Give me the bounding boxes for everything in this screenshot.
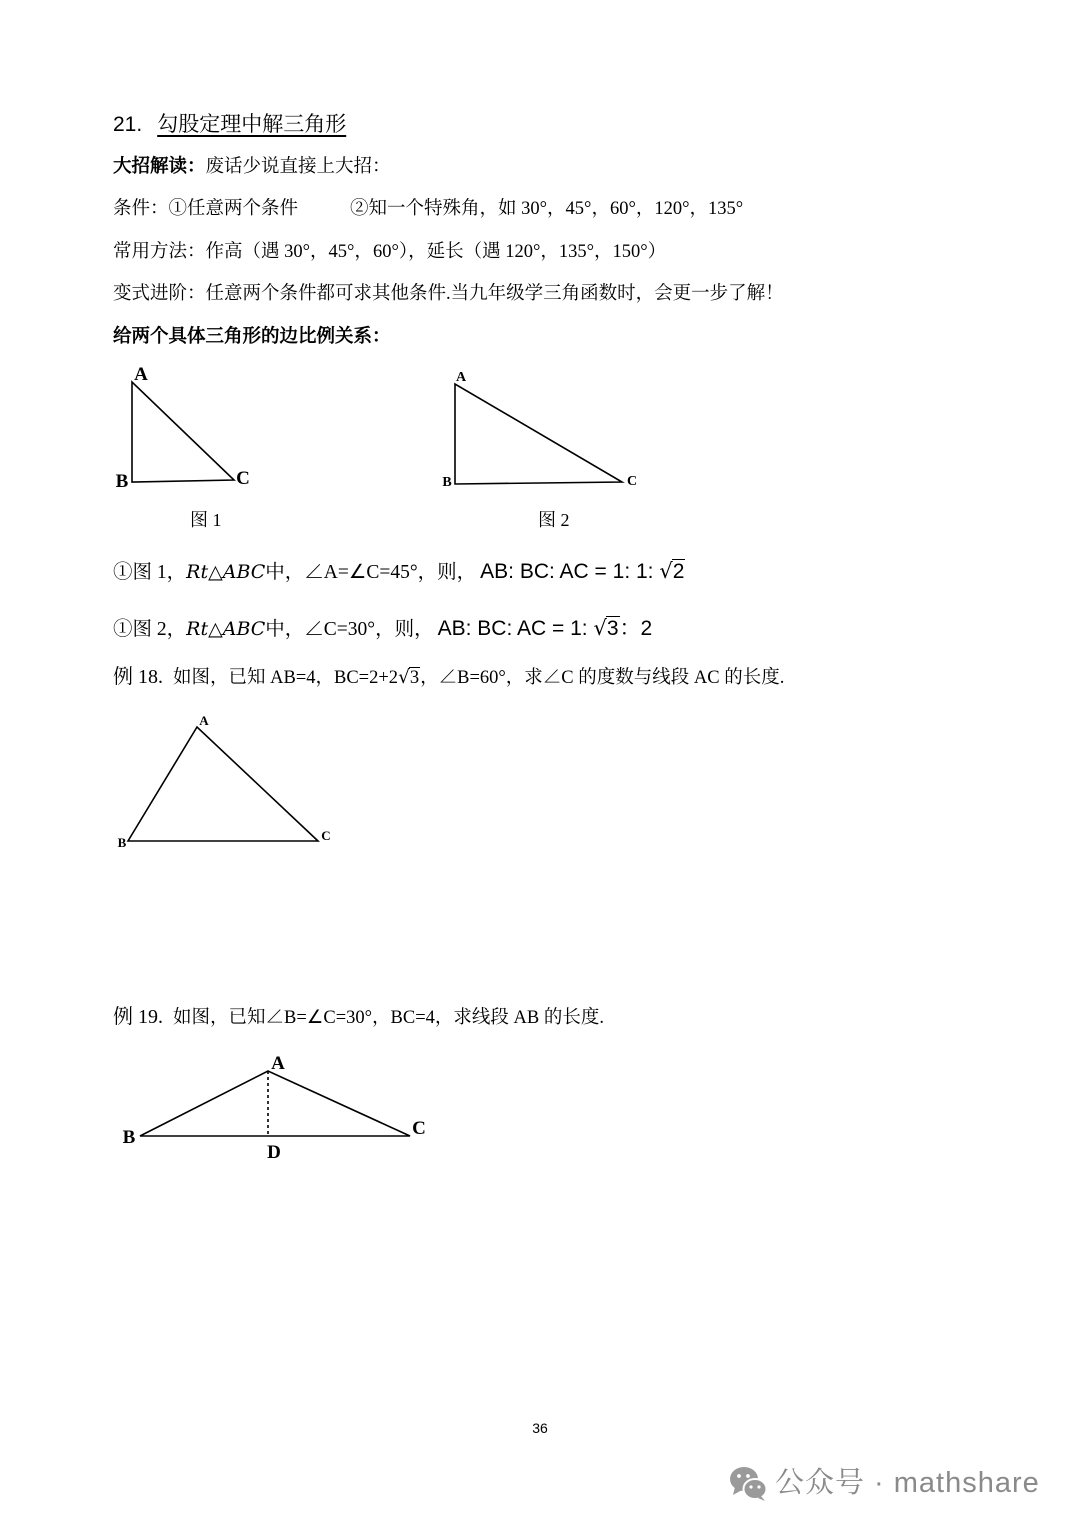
example-19-label: 例 19. bbox=[113, 1006, 163, 1028]
ratio-1-rt: Rt bbox=[186, 561, 209, 583]
variant-line bbox=[113, 282, 784, 306]
figure-1-label-b: B bbox=[115, 471, 129, 492]
example-19-label-c: C bbox=[412, 1118, 426, 1139]
methods-text: 作高（遇 30°，45°，60°），延长（遇 120°，135°，150°） bbox=[205, 242, 667, 262]
ratio-1-prefix: ①图 1， bbox=[113, 562, 187, 583]
ratio-2-radical: √ bbox=[593, 616, 607, 640]
watermark-text: 公众号 · mathshare bbox=[775, 1467, 1040, 1499]
example-19-label-b: B bbox=[122, 1127, 136, 1148]
ratio-1-expr-text: AB: BC: AC = 1: 1: bbox=[480, 560, 660, 583]
figure-1-triangle bbox=[100, 360, 260, 500]
example-19-triangle-shape bbox=[140, 1071, 410, 1136]
figure-1-caption: 图 1 bbox=[190, 510, 222, 530]
section-number: 21. bbox=[113, 113, 143, 136]
example-19-triangle bbox=[115, 1050, 445, 1165]
intro-label: 大招解读： bbox=[113, 157, 206, 177]
figure-1-label-a: A bbox=[134, 364, 148, 385]
conditions-item-2: ②知一个特殊角，如 30°，45°，60°，120°，135° bbox=[350, 199, 744, 219]
example-18-triangle bbox=[110, 705, 340, 855]
example-18-radical: √ bbox=[398, 667, 410, 688]
ratio-2-suffix: ：2 bbox=[619, 617, 653, 640]
example-18 bbox=[113, 664, 784, 691]
example-18-label-c: C bbox=[321, 828, 331, 843]
figure-1-triangle-shape bbox=[132, 382, 234, 482]
variant-text: 任意两个条件都可求其他条件.当九年级学三角函数时，会更一步了解！ bbox=[205, 284, 784, 304]
example-19-label-d: D bbox=[267, 1142, 281, 1163]
ratio-2-prefix: ①图 2， bbox=[113, 619, 187, 640]
ratio-2-triangle-symbol: △ bbox=[208, 618, 223, 640]
example-18-radicand: 3 bbox=[409, 668, 420, 688]
example-19-label-a: A bbox=[271, 1053, 285, 1074]
ratio-1-condition: 中，∠A=∠C=45°，则， bbox=[265, 562, 477, 583]
ratio-2-rt: Rt bbox=[186, 618, 209, 640]
section-title: 勾股定理中解三角形 bbox=[157, 112, 347, 136]
ratio-1-triangle-symbol: △ bbox=[208, 561, 223, 583]
figure-2-label-c: C bbox=[626, 474, 638, 489]
intro-line bbox=[113, 155, 391, 179]
example-18-text-before: 如图，已知 AB=4，BC=2+2 bbox=[173, 668, 399, 688]
ratio-2-expression bbox=[438, 617, 653, 640]
conditions-line bbox=[113, 197, 743, 221]
example-18-triangle-shape bbox=[128, 727, 318, 841]
ratio-2-triangle-name: ABC bbox=[222, 618, 266, 640]
example-19 bbox=[113, 1004, 604, 1031]
conditions-label: 条件： bbox=[113, 199, 169, 219]
ratio-2-radicand: 3 bbox=[606, 617, 619, 640]
figure-1-label-c: C bbox=[236, 468, 250, 489]
intro-text: 废话少说直接上大招： bbox=[205, 157, 391, 177]
example-18-label: 例 18. bbox=[113, 666, 163, 688]
variant-label: 变式进阶： bbox=[113, 284, 206, 304]
example-18-text-after: ，∠B=60°，求∠C 的度数与线段 AC 的长度. bbox=[420, 668, 785, 688]
methods-label: 常用方法： bbox=[113, 242, 206, 262]
section-heading bbox=[113, 110, 346, 139]
figure-2-triangle bbox=[430, 360, 650, 500]
methods-line bbox=[113, 240, 666, 264]
ratios-heading: 给两个具体三角形的边比例关系： bbox=[113, 327, 391, 347]
ratio-1-triangle-name: ABC bbox=[222, 561, 266, 583]
ratio-1-expression bbox=[480, 560, 685, 583]
figure-2-triangle-shape bbox=[455, 384, 622, 484]
figure-2-caption: 图 2 bbox=[538, 510, 570, 530]
ratio-2-expr-text: AB: BC: AC = 1: bbox=[437, 617, 594, 640]
figure-2-label-b: B bbox=[442, 475, 452, 490]
conditions-item-1: ①任意两个条件 bbox=[168, 199, 299, 219]
figure-2-label-a: A bbox=[455, 370, 467, 385]
ratio-1-radicand: 2 bbox=[672, 560, 685, 583]
ratio-line-1 bbox=[113, 557, 685, 587]
page-number: 36 bbox=[532, 1420, 548, 1436]
example-19-text: 如图，已知∠B=∠C=30°，BC=4，求线段 AB 的长度. bbox=[173, 1008, 604, 1028]
wechat-icon bbox=[728, 1465, 770, 1503]
ratio-line-2 bbox=[113, 614, 652, 644]
example-18-label-b: B bbox=[117, 835, 127, 850]
ratio-2-condition: 中，∠C=30°，则， bbox=[265, 619, 434, 640]
ratio-1-radical: √ bbox=[659, 559, 673, 583]
example-18-label-a: A bbox=[199, 713, 209, 728]
